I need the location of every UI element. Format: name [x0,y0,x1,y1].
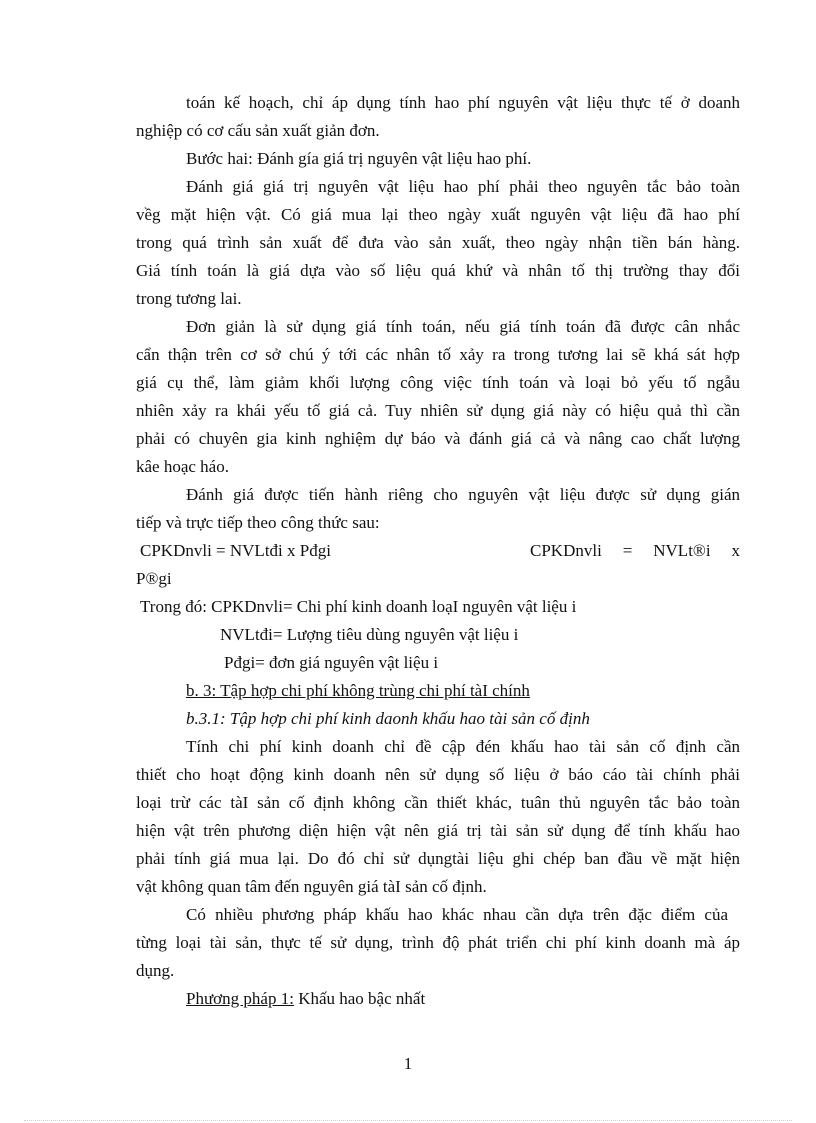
paragraph-line: nhiên xảy ra khái yếu tố giá cả. Tuy nhiên sử dụng giá này có hiệu quả thì cần [136,401,740,420]
paragraph-line: trong tương lai. [136,289,242,308]
paragraph-line: nghiệp có cơ cấu sản xuất giản đơn. [136,121,380,140]
method-title: Khấu hao bậc nhất [293,989,426,1008]
paragraph-line: cẩn thận trên cơ sở chú ý tới các nhân tố xảy ra trong tương lai sẽ khá sát hợp [136,345,740,364]
paragraph-line: phải tính giá mua lại. Do đó chỉ sử dụngtài liệu ghi chép ban đầu về mặt hiện [136,849,740,868]
section-heading: b. 3: Tập hợp chi phí không trùng chi phí tàI chính [186,681,530,700]
definition-line: NVLtđi= Lượng tiêu dùng nguyên vật liệu i [220,625,519,644]
paragraph-line: Có nhiều phương pháp khấu hao khác nhau cần dựa trên đặc điểm của [186,905,728,924]
subsection-heading: b.3.1: Tập hợp chi phí kinh daonh khấu hao tài sản cố định [186,709,590,728]
method-line [186,985,740,1013]
paragraph-line: tiếp và trực tiếp theo công thức sau: [136,513,380,532]
paragraph-line: từng loại tài sản, thực tế sử dụng, trình độ phát triển chi phí kinh doanh mà áp [136,933,740,952]
paragraph-line: kâe hoạc háo. [136,457,229,476]
page-boundary-divider [24,1120,792,1121]
paragraph-line: Tính chi phí kinh doanh chỉ đề cập đén khấu hao tài sản cố định cần [186,737,740,756]
paragraph-line: Đơn giản là sử dụng giá tính toán, nếu giá tính toán đã được cân nhắc [186,317,740,336]
paragraph-line: Đánh giá giá trị nguyên vật liệu hao phí phải theo nguyên tắc bảo toàn [186,177,740,196]
paragraph-line: vật không quan tâm đến nguyên giá tàI sản cố định. [136,877,487,896]
page-number: 1 [403,1054,413,1073]
paragraph-line: loại trừ các tàI sản cố định không cần thiết khác, tuân thủ nguyên tắc bảo toàn [136,793,740,812]
definition-line: Trong đó: CPKDnvli= Chi phí kinh doanh loạI nguyên vật liệu i [140,597,577,616]
paragraph-line: Đánh giá được tiến hành riêng cho nguyên vật liệu được sử dụng gián [186,485,740,504]
paragraph-line: giá cụ thể, làm giảm khối lượng công việc tính toán và loại bỏ yếu tố ngẫu [136,373,740,392]
paragraph-line: Giá tính toán là giá dựa vào số liệu quá khứ và nhân tố thị trường thay đổi [136,261,740,280]
paragraph-line: toán kế hoạch, chỉ áp dụng tính hao phí nguyên vật liệu thực tế ở doanh [186,93,740,112]
formula-text: P®gi [136,569,172,588]
paragraph-line: thiết cho hoạt động kinh doanh nên sử dụng số liệu ở báo cáo tài chính phải [136,765,740,784]
paragraph-line: phải có chuyên gia kinh nghiệm dự báo và đánh giá cả và nâng cao chất lượng [136,429,740,448]
method-label: Phương pháp 1: [186,989,294,1008]
formula-text: CPKDnvli = NVLtđi x Pđgi [140,541,331,560]
paragraph-line: trong quá trình sản xuất để đưa vào sản xuất, theo ngày nhận tiền bán hàng. [136,233,740,252]
paragraph-line: Bước hai: Đánh gía giá trị nguyên vật liệu hao phí. [186,149,532,168]
paragraph-line: vềg mặt hiện vật. Có giá mua lại theo ngày xuất nguyên vật liệu đã hao phí [136,205,740,224]
paragraph-line: hiện vật trên phương diện hiện vật nên giá trị tài sản sử dụng để tính khấu hao [136,821,740,840]
formula-text: CPKDnvli = NVLt®i x [530,541,740,560]
paragraph-line: dụng. [136,961,175,980]
definition-line: Pđgi= đơn giá nguyên vật liệu i [224,653,439,672]
